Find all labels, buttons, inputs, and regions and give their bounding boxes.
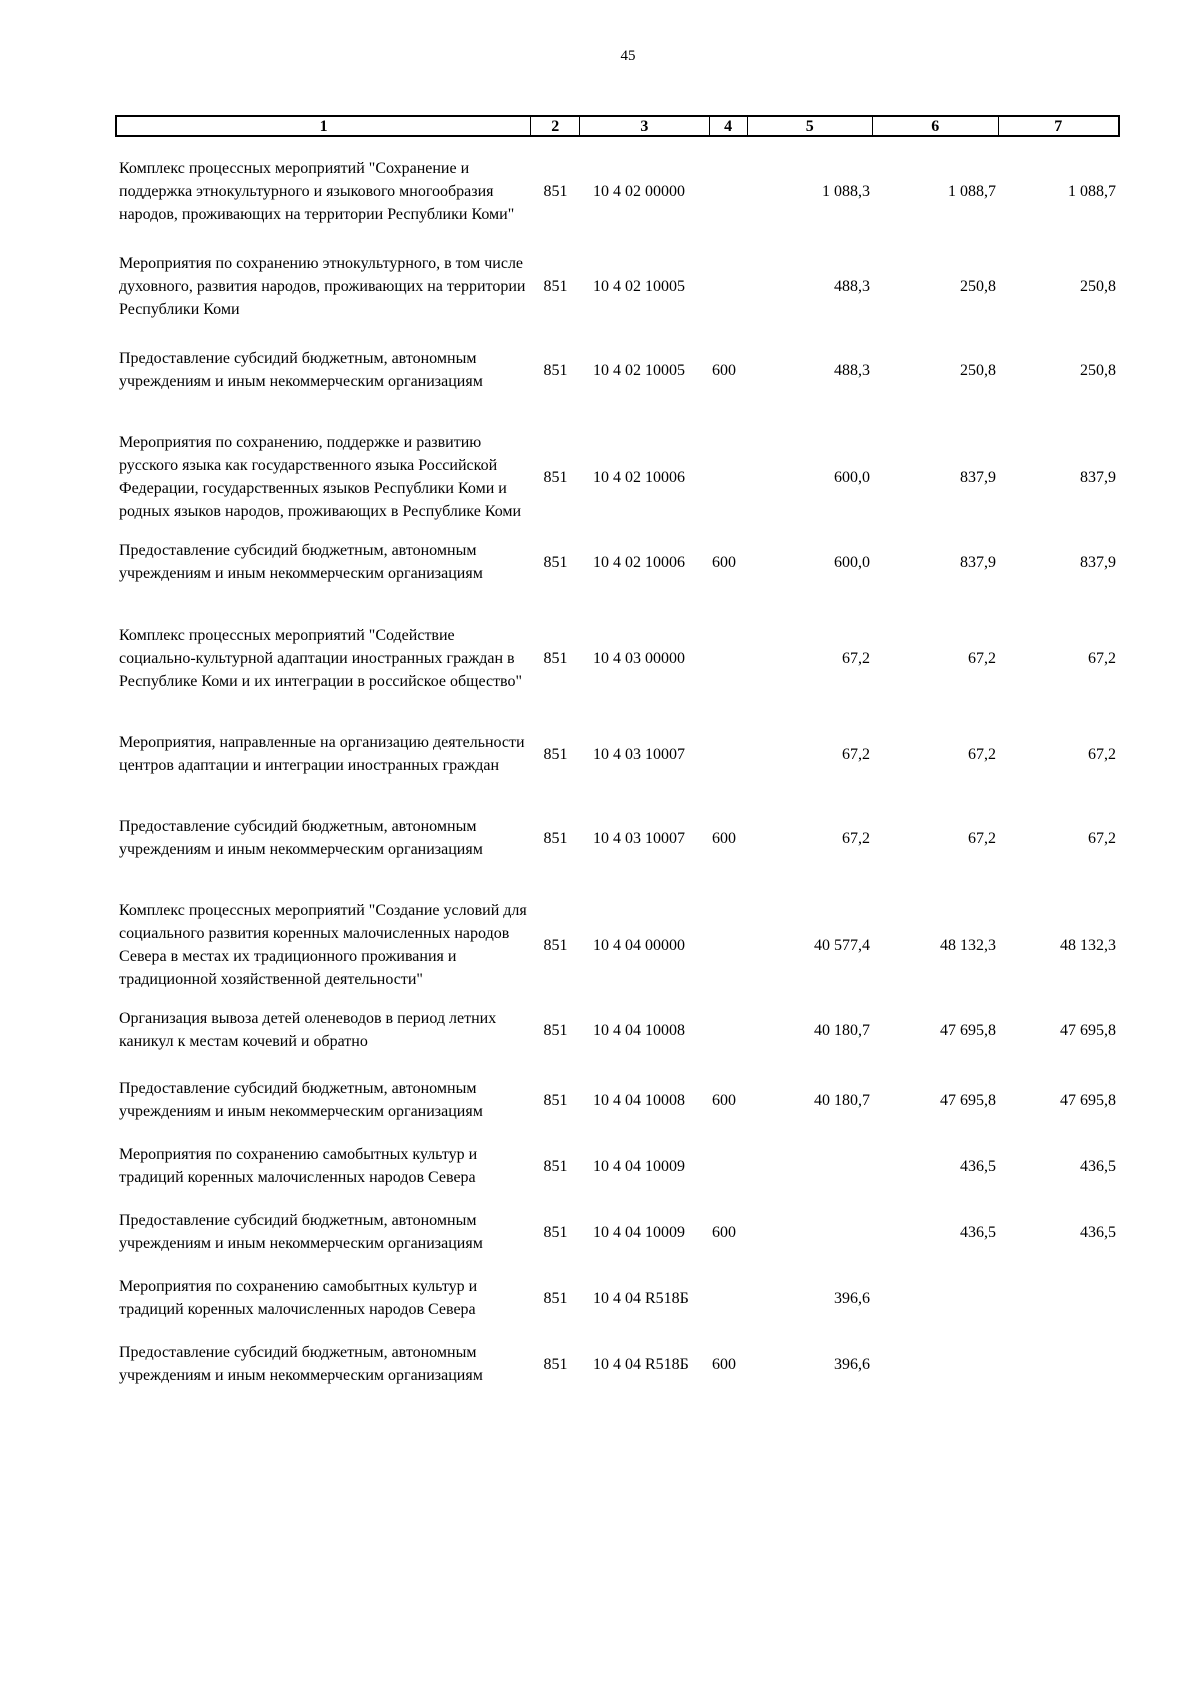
cell-expense-type: 600 [712,361,736,379]
cell-amount-col5: 40 180,7 [814,1091,870,1109]
table-row [115,611,1120,705]
cell-description: Мероприятия по сохранению этнокультурного, в том числе духовного, развития народов, проживающих на территории Республики Коми [119,254,526,318]
header-col-7: 7 [1054,118,1063,135]
cell-amount-col5: 488,3 [834,277,870,295]
cell-amount-col7: 837,9 [1080,553,1116,571]
cell-amount-col5: 600,0 [834,468,870,486]
cell-expense-type: 600 [712,1355,736,1373]
cell-amount-col7: 1 088,7 [1068,182,1116,200]
cell-amount-col7: 48 132,3 [1060,936,1116,954]
header-col-2: 2 [531,117,580,135]
table-row [115,887,1120,1003]
cell-amount-col7: 67,2 [1088,745,1116,763]
table-row [115,1263,1120,1333]
cell-target-article: 10 4 04 R518Б [593,1355,689,1373]
cell-amount-col7: 47 695,8 [1060,1091,1116,1109]
cell-ministry-code: 851 [543,1355,568,1373]
cell-description: Предоставление субсидий бюджетным, автономным учреждениям и иным некоммерческим организациям [119,818,483,858]
cell-amount-col5: 1 088,3 [822,182,870,200]
cell-description: Предоставление субсидий бюджетным, автономным учреждениям и иным некоммерческим организациям [119,1212,483,1252]
cell-amount-col6: 837,9 [960,553,996,571]
cell-target-article: 10 4 04 10008 [593,1091,685,1109]
cell-amount-col7: 67,2 [1088,649,1116,667]
table-row [115,419,1120,535]
page-number: 45 [620,48,636,64]
cell-ministry-code: 851 [543,1157,568,1175]
cell-amount-col5: 396,6 [834,1289,870,1307]
table-row [115,995,1120,1065]
cell-target-article: 10 4 04 10009 [593,1223,685,1241]
cell-amount-col5: 600,0 [834,553,870,571]
cell-description: Мероприятия, направленные на организацию деятельности центров адаптации и интеграции иностранных граждан [119,734,525,774]
cell-amount-col7: 67,2 [1088,829,1116,847]
cell-amount-col5: 67,2 [842,745,870,763]
cell-description: Комплекс процессных мероприятий "Содействие социально-культурной адаптации иностранных граждан в Республике Коми и их интеграции в российское общество" [119,626,523,690]
cell-ministry-code: 851 [543,1289,568,1307]
table-row [115,1197,1120,1267]
cell-ministry-code: 851 [543,182,568,200]
cell-description: Предоставление субсидий бюджетным, автономным учреждениям и иным некоммерческим организациям [119,1080,483,1120]
cell-ministry-code: 851 [543,649,568,667]
cell-description: Организация вывоза детей оленеводов в период летних каникул к местам кочевий и обратно [119,1010,497,1050]
header-col-4: 4 [710,117,748,135]
cell-expense-type: 600 [712,1091,736,1109]
budget-table [115,115,1120,1384]
cell-description: Мероприятия по сохранению самобытных культур и традиций коренных малочисленных народов Севера [119,1146,478,1186]
cell-amount-col6: 837,9 [960,468,996,486]
cell-amount-col6: 67,2 [968,829,996,847]
cell-amount-col5: 40 577,4 [814,936,870,954]
cell-amount-col7: 837,9 [1080,468,1116,486]
table-row [115,1329,1120,1399]
cell-amount-col7: 250,8 [1080,277,1116,295]
cell-target-article: 10 4 02 10006 [593,468,685,486]
cell-target-article: 10 4 02 10005 [593,361,685,379]
cell-ministry-code: 851 [543,468,568,486]
cell-amount-col7: 436,5 [1080,1157,1116,1175]
cell-amount-col6: 436,5 [960,1223,996,1241]
cell-amount-col5: 67,2 [842,649,870,667]
cell-target-article: 10 4 02 10005 [593,277,685,295]
cell-amount-col7: 250,8 [1080,361,1116,379]
cell-amount-col5: 396,6 [834,1355,870,1373]
cell-description: Предоставление субсидий бюджетным, автономным учреждениям и иным некоммерческим организациям [119,542,483,582]
header-col-6: 6 [873,117,999,135]
cell-amount-col6: 1 088,7 [948,182,996,200]
cell-target-article: 10 4 04 10008 [593,1021,685,1039]
header-col-3: 3 [580,117,709,135]
cell-expense-type: 600 [712,553,736,571]
table-row [115,145,1120,237]
cell-target-article: 10 4 04 10009 [593,1157,685,1175]
cell-description: Мероприятия по сохранению самобытных культур и традиций коренных малочисленных народов Севера [119,1278,478,1318]
cell-amount-col6: 436,5 [960,1157,996,1175]
cell-expense-type: 600 [712,1223,736,1241]
header-col-1: 1 [117,117,531,135]
table-row [115,803,1120,873]
table-row [115,335,1120,405]
cell-ministry-code: 851 [543,1091,568,1109]
cell-description: Предоставление субсидий бюджетным, автономным учреждениям и иным некоммерческим организациям [119,350,483,390]
header-col-5: 5 [748,117,874,135]
cell-amount-col6: 67,2 [968,745,996,763]
cell-amount-col7: 47 695,8 [1060,1021,1116,1039]
cell-description: Предоставление субсидий бюджетным, автономным учреждениям и иным некоммерческим организациям [119,1344,483,1384]
cell-ministry-code: 851 [543,277,568,295]
cell-expense-type: 600 [712,829,736,847]
cell-amount-col6: 67,2 [968,649,996,667]
cell-ministry-code: 851 [543,745,568,763]
table-header [115,115,1120,137]
cell-target-article: 10 4 03 10007 [593,745,685,763]
table-row [115,527,1120,597]
cell-amount-col6: 250,8 [960,361,996,379]
cell-amount-col6: 47 695,8 [940,1091,996,1109]
table-row [115,719,1120,789]
cell-ministry-code: 851 [543,361,568,379]
cell-target-article: 10 4 02 00000 [593,182,685,200]
cell-ministry-code: 851 [543,553,568,571]
cell-target-article: 10 4 02 10006 [593,553,685,571]
cell-ministry-code: 851 [543,936,568,954]
cell-description: Комплекс процессных мероприятий "Создание условий для социального развития коренных малочисленных народов Севера в местах их традиционного проживания и традиционной хозяйственной деятельности" [119,902,527,988]
cell-ministry-code: 851 [543,1223,568,1241]
cell-amount-col6: 48 132,3 [940,936,996,954]
cell-ministry-code: 851 [543,829,568,847]
cell-amount-col7: 436,5 [1080,1223,1116,1241]
cell-ministry-code: 851 [543,1021,568,1039]
cell-amount-col6: 47 695,8 [940,1021,996,1039]
table-row [115,1131,1120,1201]
cell-amount-col5: 488,3 [834,361,870,379]
table-row [115,251,1120,321]
cell-target-article: 10 4 04 00000 [593,936,685,954]
cell-description: Комплекс процессных мероприятий "Сохранение и поддержка этнокультурного и языкового многообразия народов, проживающих на территории Республики Коми" [119,159,515,223]
cell-amount-col5: 40 180,7 [814,1021,870,1039]
cell-target-article: 10 4 04 R518Б [593,1289,689,1307]
cell-amount-col6: 250,8 [960,277,996,295]
cell-description: Мероприятия по сохранению, поддержке и развитию русского языка как государственного языка Российской Федерации, государственных языков Республики Коми и родных языков народов, проживающих в Республике Коми [119,434,522,520]
table-row [115,1065,1120,1135]
cell-target-article: 10 4 03 00000 [593,649,685,667]
cell-amount-col5: 67,2 [842,829,870,847]
cell-target-article: 10 4 03 10007 [593,829,685,847]
